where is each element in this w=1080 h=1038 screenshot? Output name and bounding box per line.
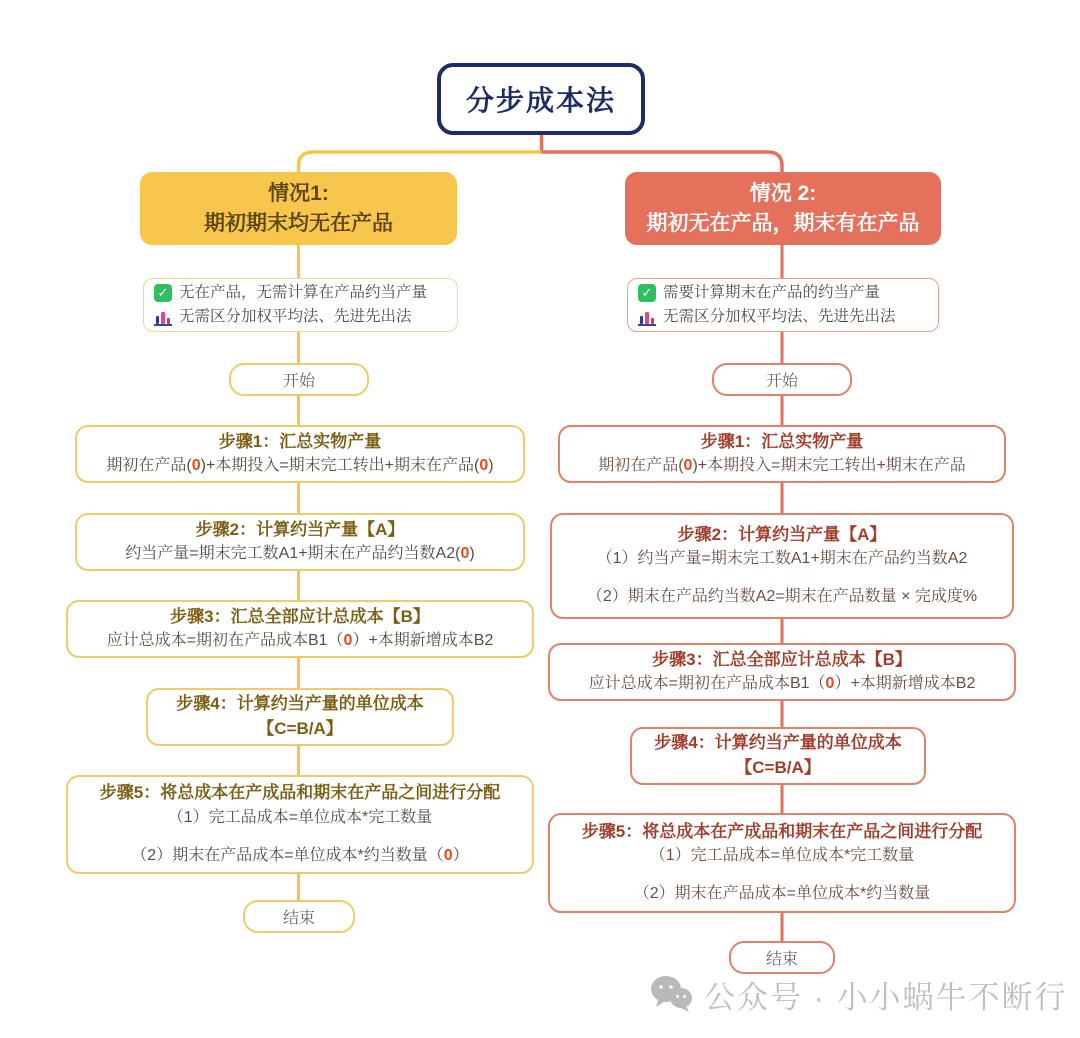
case2-end-node [729, 941, 835, 974]
case1-step5-line2: （2）期末在产品成本=单位成本*约当数量（0） [131, 846, 469, 864]
case1-note-row1 [154, 281, 427, 305]
zero-value: 0 [825, 675, 835, 693]
case1-start-node [229, 363, 369, 396]
case1-step4-title2: 【C=B/A】 [257, 719, 343, 738]
case1-step2-body: 约当产量=期末完工数A1+期末在产品约当数A2(0) [125, 545, 475, 563]
watermark [648, 972, 1068, 1016]
case2-note-line2: 无需区分加权平均法、先进先出法 [663, 308, 896, 325]
case2-note-line1: 需要计算期末在产品的约当产量 [663, 283, 881, 301]
zero-value: 0 [343, 632, 353, 650]
case2-step3-body: 应计总成本=期初在产品成本B1（0）+本期新增成本B2 [588, 675, 976, 693]
case2-step1-body: 期初在产品(0)+本期投入=期末完工转出+期末在产品 [598, 457, 966, 475]
case1-step5-title: 步骤5：将总成本在产成品和期末在产品之间进行分配 [99, 783, 501, 803]
zero-value: 0 [191, 457, 201, 475]
case2-step5-line2: （2）期末在产品成本=单位成本*约当数量 [633, 885, 931, 903]
root-title [437, 63, 645, 135]
case2-step1-title: 步骤1：汇总实物产量 [700, 431, 864, 451]
case1-start-label: 开始 [282, 373, 315, 390]
case1-note [143, 278, 458, 332]
case1-step2 [75, 513, 525, 571]
case2-step5-line1: （1）完工品成本=单位成本*完工数量 [649, 847, 915, 865]
case1-header-line2: 期初期末均无在产品 [204, 211, 393, 235]
check-icon: ✓ [154, 284, 172, 302]
case2-step3-title: 步骤3：汇总全部应计总成本【B】 [652, 649, 912, 669]
case2-step4 [630, 727, 926, 785]
case2-step1 [558, 425, 1006, 483]
case2-step2-line1: （1）约当产量=期末完工数A1+期末在产品约当数A2 [596, 550, 968, 568]
case2-header-line2: 期初无在产品，期末有在产品 [646, 211, 920, 235]
case1-step1-body: 期初在产品(0)+本期投入=期末完工转出+期末在产品(0) [106, 457, 494, 475]
bar-chart-icon [154, 308, 172, 326]
case2-note [627, 278, 939, 332]
case1-note-row2 [154, 305, 412, 329]
zero-value: 0 [460, 545, 470, 563]
case1-step2-title: 步骤2：计算约当产量【A】 [195, 519, 405, 539]
case2-end-label: 结束 [765, 951, 798, 968]
case2-note-row1 [638, 281, 880, 305]
zero-value: 0 [683, 457, 693, 475]
case2-step3 [548, 643, 1016, 701]
check-icon: ✓ [638, 284, 656, 302]
case1-step3 [66, 600, 534, 658]
case2-header [625, 172, 941, 245]
case2-step5 [548, 813, 1016, 913]
case2-step5-title: 步骤5：将总成本在产成品和期末在产品之间进行分配 [581, 821, 983, 841]
case1-step1-title: 步骤1：汇总实物产量 [218, 431, 382, 451]
case1-header [140, 172, 457, 245]
case2-step4-title2: 【C=B/A】 [735, 758, 821, 777]
watermark-text: 公众号 · 小小蜗牛不断行 [704, 979, 1068, 1015]
case1-step5-line1: （1）完工品成本=单位成本*完工数量 [167, 808, 433, 826]
zero-value: 0 [443, 846, 453, 864]
case2-step2 [550, 513, 1014, 619]
case1-end-label: 结束 [282, 910, 315, 927]
root-title-label: 分步成本法 [465, 85, 616, 116]
case1-step3-title: 步骤3：汇总全部应计总成本【B】 [170, 606, 430, 626]
case2-step2-line2: （2）期末在产品约当数A2=期末在产品数量 × 完成度% [586, 588, 978, 606]
case1-note-line2: 无需区分加权平均法、先进先出法 [179, 308, 412, 325]
zero-value: 0 [479, 457, 489, 475]
case1-step4-title1: 步骤4：计算约当产量的单位成本 [176, 694, 424, 714]
wechat-icon [648, 974, 694, 1014]
case1-step5 [66, 775, 534, 874]
case2-start-label: 开始 [765, 373, 798, 390]
case1-step3-body: 应计总成本=期初在产品成本B1（0）+本期新增成本B2 [106, 632, 494, 650]
bar-chart-icon [638, 308, 656, 326]
case2-note-row2 [638, 305, 896, 329]
case2-step2-title: 步骤2：计算约当产量【A】 [677, 524, 887, 544]
case2-step4-title1: 步骤4：计算约当产量的单位成本 [654, 733, 902, 753]
case2-start-node [712, 363, 852, 396]
case2-header-line1: 情况 2: [749, 182, 817, 206]
case1-end-node [243, 900, 355, 933]
case1-step4 [146, 688, 454, 746]
case1-note-line1: 无在产品，无需计算在产品约当产量 [179, 283, 428, 301]
case1-step1 [75, 425, 525, 483]
case1-header-line1: 情况1: [268, 182, 329, 206]
